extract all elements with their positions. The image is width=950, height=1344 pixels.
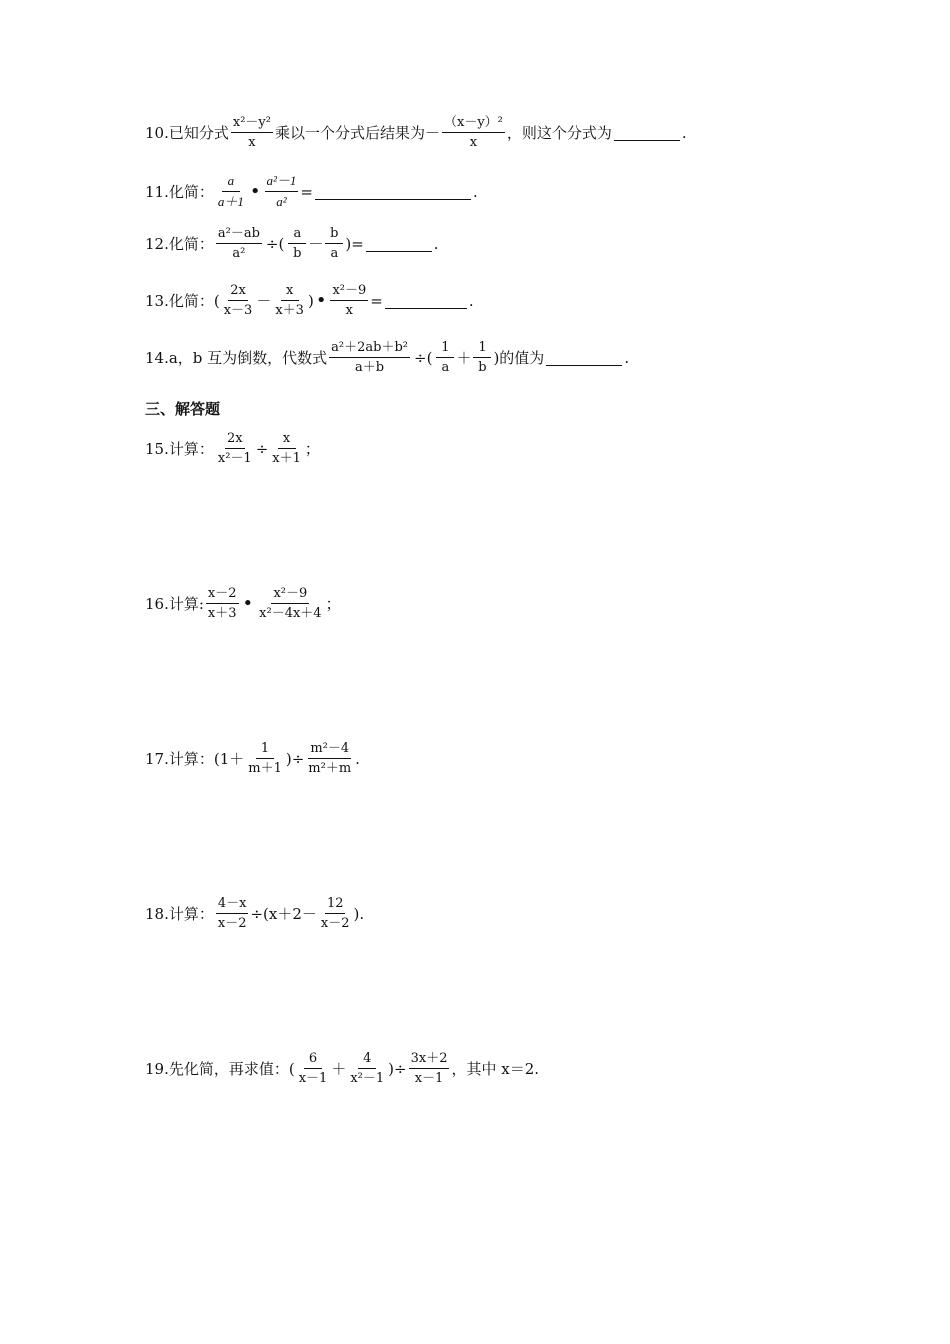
q19-fraction-1: $\frac{6}{x-1}$ [298,1051,328,1086]
q10-answer-blank[interactable] [614,124,680,141]
q16-label: 16.计算: [145,595,204,613]
q12-fraction-3: $\frac{b}{a}$ [325,227,343,260]
q14-fraction-3: $\frac{1}{b}$ [473,341,491,374]
q17-label: 17.计算：(1＋ [145,750,245,768]
q13-fraction-2: $\frac{x}{x+3}$ [275,283,304,318]
q14-fraction-1: $\frac{\text{a²＋2ab＋b²}}{a+b}$ [331,340,409,375]
question-17: 17.计算：(1＋ $\frac{1}{m+1}$ )÷ $\frac{\text{m²－4}}{\text{m²＋m}}$ . [145,741,360,776]
q10-fraction-1: $\frac{\text{x²－y²}}{x}$ [232,115,271,150]
q12-fraction-1: $\frac{\text{a²－ab}}{\text{a²}}$ [217,226,260,261]
q10-fraction-2: $\frac{\text{（x－y）²}}{x}$ [443,115,503,150]
section-heading: 三、解答题 [145,400,221,418]
question-16: 16.计算: $\frac{x-2}{x+3}$ • $\frac{\text{x²－9}}{\text{x²－4x＋4}}$ ； [145,586,341,621]
q16-fraction-2: $\frac{\text{x²－9}}{\text{x²－4x＋4}}$ [259,586,322,621]
question-15: 15.计算： $\frac{2x}{\text{x²－1}}$ ÷ $\frac{x}{x+1}$ ； [145,431,320,466]
q11-label: 11.化简： [145,183,214,202]
question-14: 14.a，b 互为倒数，代数式 $\frac{\text{a²＋2ab＋b²}}{a+b}$ ÷( $\frac{1}{a}$ ＋ $\frac{1}{b}$ )的值为 . [145,340,630,375]
question-12: 12.化简： $\frac{\text{a²－ab}}{\text{a²}}$ ÷( $\frac{a}{b}$ － $\frac{b}{a}$ )= . [145,226,439,261]
q10-label: 10.已知分式 [145,124,229,142]
q12-fraction-2: $\frac{a}{b}$ [288,227,306,260]
q10-mid-text: 乘以一个分式后结果为－ [274,124,440,142]
q11-fraction-2: $\frac{\text{a²－1}}{\text{a²}}$ [266,173,297,210]
q15-fraction-1: $\frac{2x}{\text{x²－1}}$ [217,431,252,466]
q14-label: 14.a，b 互为倒数，代数式 [145,349,328,367]
q17-fraction-2: $\frac{\text{m²－4}}{\text{m²＋m}}$ [308,741,352,776]
q15-label: 15.计算： [145,440,214,458]
q18-label: 18.计算： [145,905,214,923]
question-10: 10.已知分式 $\frac{\text{x²－y²}}{x}$ 乘以一个分式后结果为－ $\frac{\text{（x－y）²}}{x}$ ，则这个分式为 . [145,115,687,150]
q13-fraction-1: $\frac{2x}{x-3}$ [223,283,253,318]
q14-answer-blank[interactable] [546,349,622,366]
q16-fraction-1: $\frac{x-2}{x+3}$ [207,586,237,621]
q17-fraction-1: $\frac{1}{m+1}$ [248,741,282,776]
question-13: 13.化简：( $\frac{2x}{x-3}$ － $\frac{x}{x+3}$ ) • $\frac{\text{x²－9}}{x}$ = . [145,283,474,318]
question-18: 18.计算： $\frac{4-x}{x-2}$ ÷(x＋2－ $\frac{12}{x-2}$ ). [145,896,365,931]
q13-answer-blank[interactable] [385,292,467,309]
question-19: 19.先化简，再求值：( $\frac{6}{x-1}$ ＋ $\frac{4}{\text{x²－1}}$ )÷ $\frac{3x+2}{x-1}$ ，其中 x＝2. [145,1051,540,1086]
q10-tail-text: ，则这个分式为 [506,124,612,142]
q12-answer-blank[interactable] [366,235,432,252]
q19-label: 19.先化简，再求值：( [145,1060,295,1078]
q19-fraction-3: $\frac{3x+2}{x-1}$ [410,1051,448,1086]
q15-fraction-2: $\frac{x}{x+1}$ [272,431,301,466]
q11-answer-blank[interactable] [315,183,471,200]
q19-fraction-2: $\frac{4}{\text{x²－1}}$ [350,1051,385,1086]
q13-fraction-3: $\frac{\text{x²－9}}{x}$ [332,283,367,318]
q18-fraction-1: $\frac{4-x}{x-2}$ [217,896,247,931]
q12-label: 12.化简： [145,235,214,253]
q13-label: 13.化简：( [145,292,220,310]
question-11: 11.化简： $\frac{a}{a+1}$ • $\frac{\text{a²－1}}{\text{a²}}$ = . [145,173,478,210]
q11-fraction-1: $\frac{a}{a+1}$ [217,173,244,210]
q18-fraction-2: $\frac{12}{x-2}$ [320,896,350,931]
q14-fraction-2: $\frac{1}{a}$ [436,341,454,374]
